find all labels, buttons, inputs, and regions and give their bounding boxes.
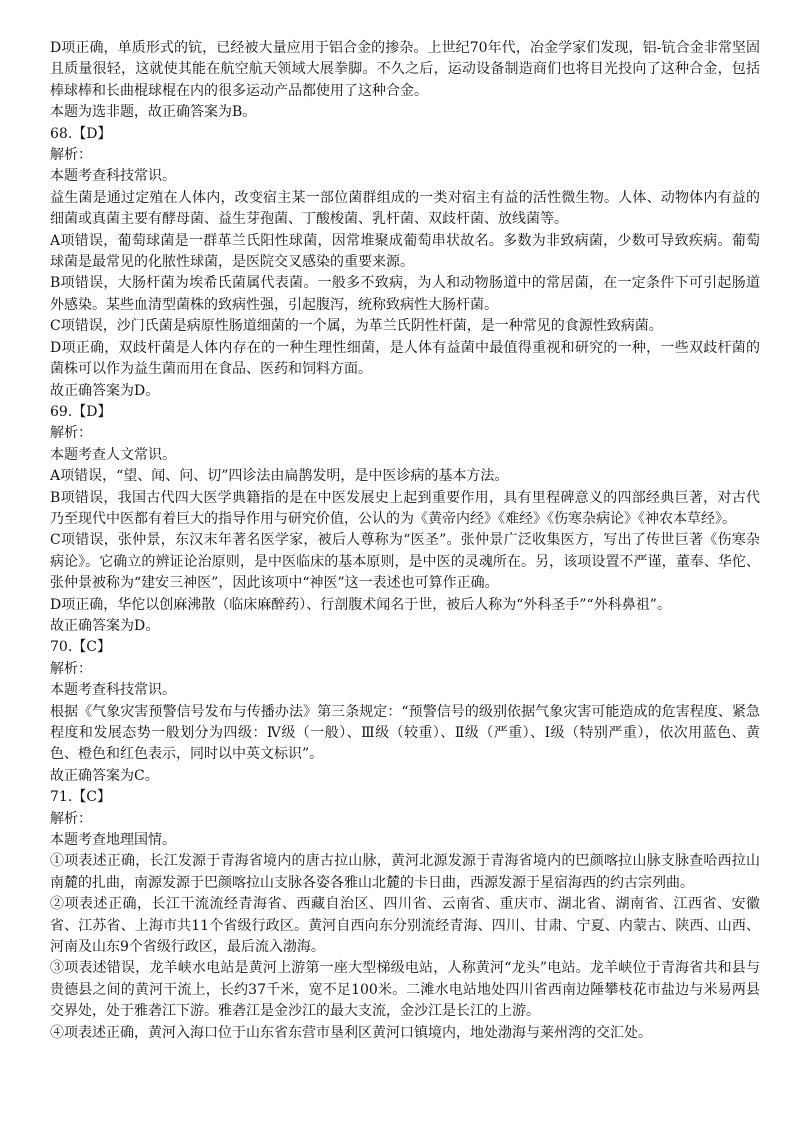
paragraph: 根据《气象灾害预警信号发布与传播办法》第三条规定：“预警信号的级别依据气象灾害可能造成的危害程度、紧急程度和发展态势一般划分为四级：Ⅳ级（一般）、Ⅲ级（较重）、Ⅱ级（严重）、Ⅰ级（特别严重），依次用蓝色、黄色、橙色和红色表示，同时以中英文标识”。 — [50, 703, 760, 763]
analysis-label: 解析： — [50, 660, 92, 677]
question-number: 68.【D】 — [50, 125, 112, 142]
paragraph: C项错误，沙门氏菌是病原性肠道细菌的一个属，为革兰氏阴性杆菌，是一种常见的食源性致病菌。 — [50, 318, 663, 335]
paragraph: 本题为选非题，故正确答案为B。 — [50, 104, 257, 121]
paragraph: 益生菌是通过定殖在人体内，改变宿主某一部位菌群组成的一类对宿主有益的活性微生物。人体、动物体内有益的细菌或真菌主要有酵母菌、益生芽孢菌、丁酸梭菌、乳杆菌、双歧杆菌、放线菌等。 — [50, 189, 760, 228]
question-number: 69.【D】 — [50, 403, 112, 420]
paragraph: A项错误，葡萄球菌是一群革兰氏阳性球菌，因常堆聚成葡萄串状故名。多数为非致病菌，少数可导致疾病。葡萄球菌是最常见的化脓性球菌，是医院交叉感染的重要来源。 — [50, 232, 760, 271]
paragraph: ③项表述错误，龙羊峡水电站是黄河上游第一座大型梯级电站，人称黄河“龙头”电站。龙羊峡位于青海省共和县与贵德县之间的黄河干流上，长约37千米，宽不足100米。二滩水电站地处四川省西南边陲攀枝花市盐边与米易两县交界处，处于雅砻江下游。雅砻江是金沙江的最大支流，金沙江是长江的上游。 — [50, 960, 760, 1020]
paragraph: B项错误，大肠杆菌为埃希氏菌属代表菌。一般多不致病，为人和动物肠道中的常居菌，在一定条件下可引起肠道外感染。某些血清型菌株的致病性强，引起腹泻，统称致病性大肠杆菌。 — [50, 275, 760, 313]
paragraph: D项正确，华佗以创麻沸散（临床麻醉药）、行剖腹术闻名于世，被后人称为“外科圣手”“外科鼻祖”。 — [50, 596, 671, 613]
paragraph: ②项表述正确，长江干流流经青海省、西藏自治区、四川省、云南省、重庆市、湖北省、湖南省、江西省、安徽省、江苏省、上海市共11个省级行政区。黄河自西向东分别流经青海、四川、甘肃、宁夏、内蒙古、陕西、山西、河南及山东9个省级行政区，最后流入渤海。 — [50, 896, 760, 956]
paragraph: B项错误，我国古代四大医学典籍指的是在中医发展史上起到重要作用，具有里程碑意义的四部经典巨著，对古代乃至现代中医都有着巨大的指导作用与研究价值，公认的为《黄帝内经》《难经》《伤寒杂病论》《神农本草经》。 — [50, 489, 760, 527]
paragraph: 本题考查科技常识。 — [50, 682, 176, 699]
paragraph: 本题考查地理国情。 — [50, 832, 176, 849]
paragraph: 故正确答案为D。 — [50, 382, 160, 399]
paragraph: ①项表述正确，长江发源于青海省境内的唐古拉山脉，黄河北源发源于青海省境内的巴颜喀拉山脉支脉查哈西拉山南麓的扎曲，南源发源于巴颜喀拉山支脉各姿各雅山北麓的卡日曲，西源发源于星宿海西的约古宗列曲。 — [50, 853, 760, 891]
paragraph: C项错误，张仲景，东汉末年著名医学家，被后人尊称为“医圣”。张仲景广泛收集医方，写出了传世巨著《伤寒杂病论》。它确立的辨证论治原则，是中医临床的基本原则，是中医的灵魂所在。另，该项设置不严谨，董奉、华佗、张仲景被称为“建安三神医”，因此该项中“神医”这一表述也可算作正确。 — [50, 532, 760, 592]
question-number: 70.【C】 — [50, 639, 111, 656]
paragraph: D项正确，双歧杆菌是人体内存在的一种生理性细菌，是人体有益菌中最值得重视和研究的一种，一些双歧杆菌的菌株可以作为益生菌而用在食品、医药和饲料方面。 — [50, 339, 760, 378]
paragraph: A项错误，“望、闻、问、切”四诊法由扁鹊发明，是中医诊病的基本方法。 — [50, 468, 509, 485]
analysis-label: 解析： — [50, 810, 92, 827]
paragraph: D项正确，单质形式的钪，已经被大量应用于铝合金的掺杂。上世纪70年代，冶金学家们发现，铝-钪合金非常坚固且质量很轻，这就使其能在航空航天领域大展拳脚。不久之后，运动设备制造商们也将目光投向了这种合金，包括棒球棒和长曲棍球棍在内的很多运动产品都使用了这种合金。 — [50, 40, 760, 99]
paragraph: 本题考查科技常识。 — [50, 168, 176, 185]
paragraph: 故正确答案为D。 — [50, 617, 160, 634]
analysis-label: 解析： — [50, 425, 92, 442]
document-page — [50, 38, 760, 1044]
analysis-label: 解析： — [50, 147, 92, 164]
paragraph: 故正确答案为C。 — [50, 767, 159, 784]
question-number: 71.【C】 — [50, 789, 111, 806]
paragraph: 本题考查人文常识。 — [50, 446, 176, 463]
paragraph: ④项表述正确，黄河入海口位于山东省东营市垦利区黄河口镇境内，地处渤海与莱州湾的交汇处。 — [50, 1024, 652, 1041]
